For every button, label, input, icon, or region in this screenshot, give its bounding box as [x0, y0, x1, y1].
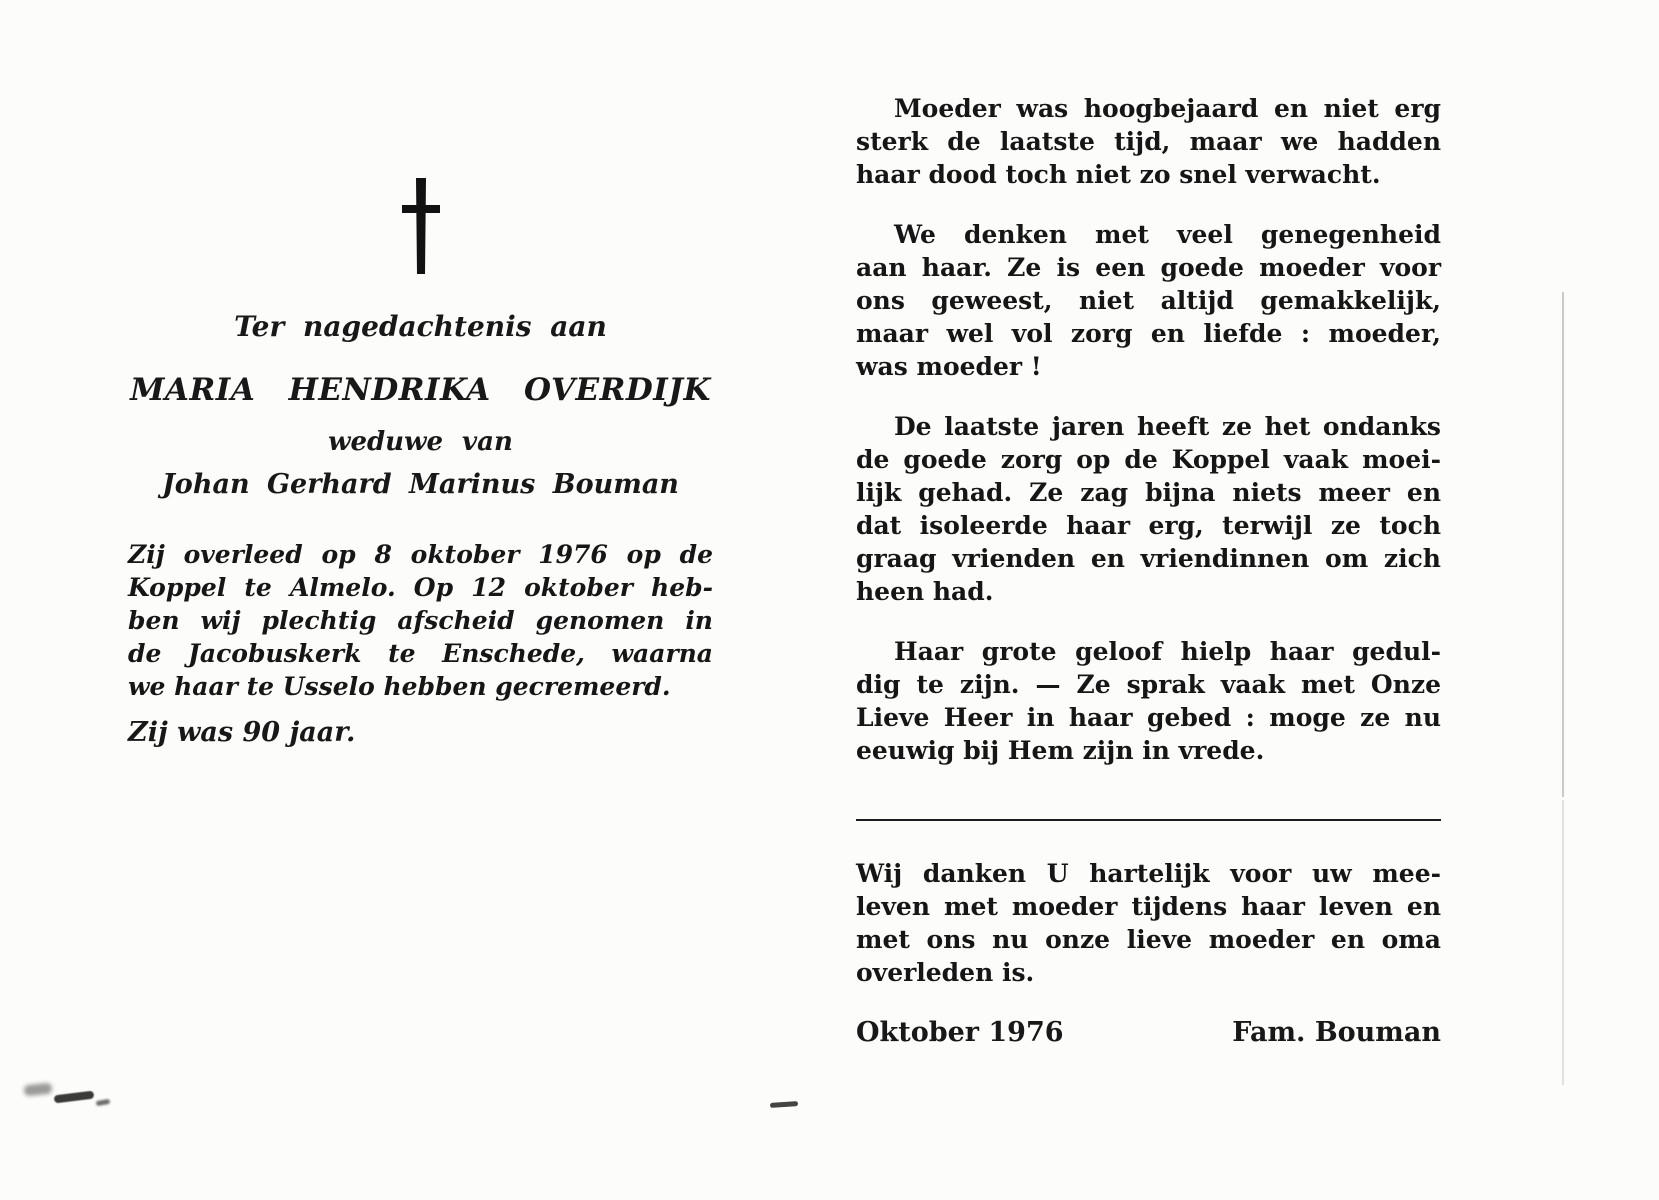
text-line: graag vrienden en vriendinnen om zich — [856, 544, 1441, 573]
scan-smudge — [24, 1083, 53, 1097]
scan-artifact-vertical-line — [1562, 292, 1564, 797]
relation-text: weduwe van — [328, 427, 513, 457]
memorial-paragraph-3 — [856, 410, 1441, 608]
text-line: maar wel vol zorg en liefde : moeder, — [856, 319, 1441, 348]
scan-smudge — [54, 1091, 95, 1104]
text-line: ons geweest, niet altijd gemakkelijk, — [856, 286, 1441, 315]
text-line: lijk gehad. Ze zag bijna niets meer en — [856, 478, 1441, 507]
text-line: leven met moeder tijdens haar leven en — [856, 892, 1441, 921]
obituary-paragraph — [128, 538, 713, 703]
text-line: aan haar. Ze is een goede moeder voor — [856, 253, 1441, 282]
text-line: Lieve Heer in haar gebed : moge ze nu — [856, 703, 1441, 732]
text-line: dig te zijn. — Ze sprak vaak met Onze — [856, 670, 1441, 699]
dedication-text: Ter nagedachtenis aan — [234, 310, 607, 343]
spouse-name: Johan Gerhard Marinus Bouman — [162, 469, 679, 500]
text-line: eeuwig bij Hem zijn in vrede. — [856, 736, 1265, 765]
text-line: de Jacobuskerk te Enschede, waarna — [128, 639, 713, 668]
left-page — [128, 178, 713, 751]
scan-artifact-vertical-line-faint — [1562, 800, 1564, 1085]
memorial-paragraph-1 — [856, 92, 1441, 191]
footer-row — [856, 1016, 1441, 1049]
acknowledgement-paragraph — [856, 857, 1441, 989]
text-line: Wij danken U hartelijk voor uw mee- — [856, 859, 1441, 888]
text-line: ben wij plechtig afscheid genomen in — [128, 606, 713, 635]
text-line: met ons nu onze lieve moeder en oma — [856, 925, 1441, 954]
text-line: De laatste jaren heeft ze het ondanks — [894, 412, 1441, 441]
text-line: We denken met veel genegenheid — [894, 220, 1441, 249]
deceased-name: MARIA HENDRIKA OVERDIJK — [130, 372, 711, 408]
divider-line — [856, 819, 1441, 821]
text-line: de goede zorg op de Koppel vaak moei- — [856, 445, 1441, 474]
signature-text: Fam. Bouman — [1232, 1017, 1441, 1048]
text-line: we haar te Usselo hebben gecremeerd. — [128, 672, 671, 701]
text-line: sterk de laatste tijd, maar we hadden — [856, 127, 1441, 156]
text-line: Moeder was hoogbejaard en niet erg — [894, 94, 1441, 123]
text-line: Koppel te Almelo. Op 12 oktober heb- — [128, 573, 713, 602]
cross-icon — [398, 178, 444, 274]
date-text: Oktober 1976 — [856, 1017, 1064, 1048]
scan-smudge — [96, 1099, 111, 1106]
text-line: was moeder ! — [856, 352, 1042, 381]
right-page — [856, 92, 1441, 1049]
scan-smudge — [770, 1101, 798, 1108]
text-line: dat isoleerde haar erg, terwijl ze toch — [856, 511, 1441, 540]
memorial-paragraph-4 — [856, 635, 1441, 767]
memorial-paragraph-2 — [856, 218, 1441, 383]
age-line: Zij was 90 jaar. — [128, 717, 356, 748]
text-line: Haar grote geloof hielp haar gedul- — [894, 637, 1441, 666]
text-line: haar dood toch niet zo snel verwacht. — [856, 160, 1381, 189]
text-line: overleden is. — [856, 958, 1035, 987]
text-line: heen had. — [856, 577, 994, 606]
text-line: Zij overleed op 8 oktober 1976 op de — [128, 540, 713, 569]
